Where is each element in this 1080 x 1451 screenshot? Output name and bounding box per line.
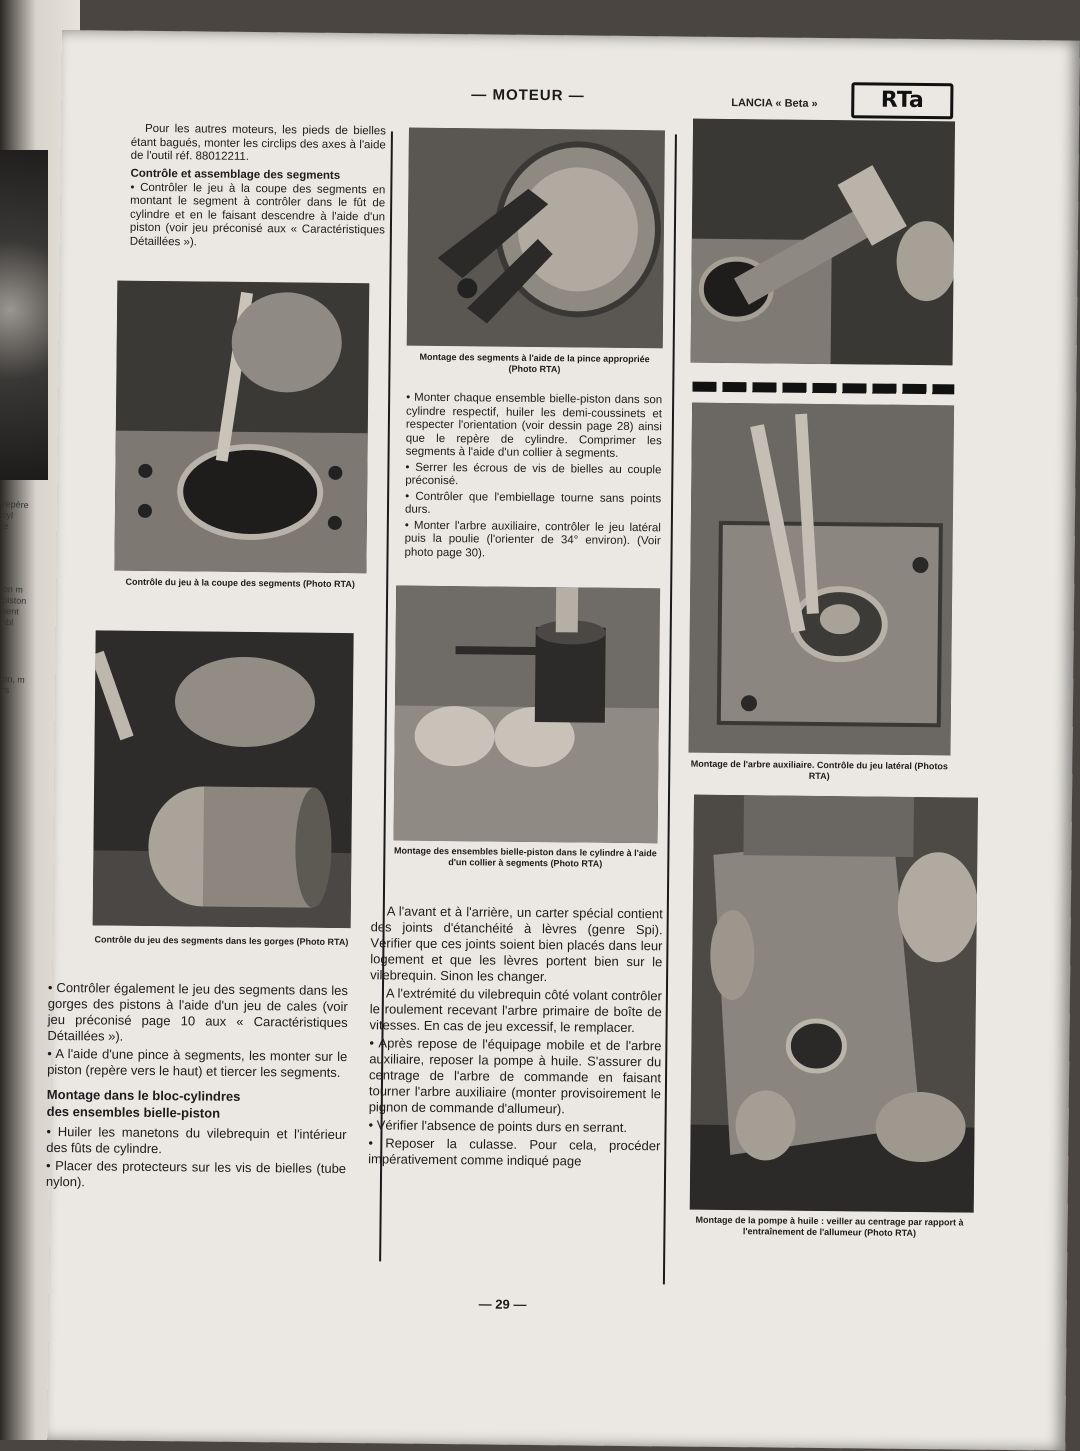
paragraph: • Monter l'arbre auxiliaire, contrôler le jeu latéral puis la poulie (l'orienter de 34° environ). (Voir photo page 30). bbox=[404, 519, 661, 559]
photo-groove-clearance bbox=[93, 630, 354, 928]
paragraph: • Reposer la culasse. Pour cela, procéder impérativement comme indiqué page bbox=[368, 1135, 661, 1169]
paragraph: • Contrôler que l'embiellage tourne sans points durs. bbox=[404, 490, 662, 516]
paragraph: A l'extrémité du vilebrequin côté volant contrôler le roulement recevant l'arbre primaire de boîte de vitesses. En cas de jeu excessif, le remplacer. bbox=[369, 985, 662, 1036]
heading-segments: Contrôle et assemblage des segments bbox=[130, 167, 341, 182]
paragraph: • Placer des protecteurs sur les vis de bielles (tube nylon). bbox=[45, 1157, 347, 1190]
paragraph: • Huiler les manetons du vilebrequin et l'intérieur des fûts de cylindre. bbox=[46, 1123, 347, 1157]
column-divider bbox=[663, 134, 677, 1284]
intro-paragraph: Pour les autres moteurs, les pieds de bielles étant bagués, monter les circlips des axes à l'aide de l'outil réf. 88012211. bbox=[130, 122, 387, 163]
heading-line: Montage dans le bloc-cylindres bbox=[46, 1086, 241, 1104]
paragraph: • Après repose de l'équipage mobile et de l'arbre auxiliaire, reposer la pompe à huile. S'assurer du centrage de l'arbre de commande en faisant tourner l'arbre auxiliaire (monter provisoirement le pignon de commande d'allumeur). bbox=[368, 1035, 662, 1117]
section-separator bbox=[692, 382, 954, 395]
column-1-top bbox=[130, 123, 386, 254]
photo-piston-collar bbox=[394, 586, 661, 844]
photo-caption: Montage des segments à l'aide de la pince appropriée (Photo RTA) bbox=[419, 351, 650, 375]
photo-caption: Montage de la pompe à huile : veiller au centrage par rapport à l'entraînement de l'allumeur (Photo RTA) bbox=[695, 1214, 964, 1239]
facing-page-fragment: repère cyl le bbox=[1, 498, 29, 532]
page-number: — 29 — bbox=[478, 1296, 527, 1312]
photo-caption: Contrôle du jeu des segments dans les gorges (Photo RTA) bbox=[94, 934, 349, 948]
section-title: — MOTEUR — bbox=[471, 86, 585, 105]
paragraph: • Contrôler le jeu à la coupe des segments en montant le segment à contrôler dans le fût de cylindre et en le faisant descendre à l'aide d'un piston (voir jeu préconisé aux « Caractéristiques Détaillées »). bbox=[129, 181, 386, 248]
photo-oil-pump bbox=[690, 795, 978, 1213]
photo-ring-gap-check bbox=[114, 281, 369, 574]
photo-caption: Contrôle du jeu à la coupe des segments (Photo RTA) bbox=[125, 576, 355, 590]
paragraph: • Vérifier l'absence de points durs en serrant. bbox=[368, 1117, 628, 1135]
photo-aux-shaft-insert bbox=[691, 119, 956, 366]
paragraph: • A l'aide d'une pince à segments, les monter sur le piston (repère vers le haut) et tiercer les segments. bbox=[47, 1045, 348, 1080]
column-1-bottom bbox=[46, 980, 348, 1195]
paragraph: • Monter chaque ensemble bielle-piston dans son cylindre respectif, huiler les demi-coussinets et respecter l'orientation (voir dessin page 28) ainsi que le repère de cylindre. Comprimer les segments à l'aide d'un collier à segments. bbox=[405, 391, 663, 460]
facing-page-fragment: on m piston sent nbl bbox=[0, 583, 27, 628]
photo-caption: Montage des ensembles bielle-piston dans le cylindre à l'aide d'un collier à segments (Photo RTA) bbox=[394, 845, 657, 869]
manual-page bbox=[47, 30, 1080, 1451]
photo-caption: Montage de l'arbre auxiliaire. Contrôle du jeu latéral (Photos RTA) bbox=[690, 758, 948, 782]
rta-logo: RTa bbox=[851, 82, 953, 119]
facing-page-photo bbox=[0, 150, 48, 480]
paragraph: • Serrer les écrous de vis de bielles au couple préconisé. bbox=[405, 461, 662, 488]
paragraph: A l'avant et à l'arrière, un carter spécial contient des joints d'étanchéité à lèvres (genre Spi). Vérifier que ces joints soient bien placés dans leur logement et que les lèvres portent bien sur le vilebrequin. Sinon les changer. bbox=[370, 903, 663, 985]
column-2-top bbox=[404, 392, 662, 565]
paragraph: • Contrôler également le jeu des segments dans les gorges des pistons à l'aide d'un jeu de cales (voir jeu préconisé page 10 aux « Caractéristiques Détaillées »). bbox=[47, 979, 349, 1044]
photo-ring-pliers bbox=[407, 128, 665, 349]
column-2-bottom bbox=[368, 903, 663, 1172]
heading-bottom-assembly bbox=[47, 1086, 347, 1123]
heading-line: des ensembles bielle-piston bbox=[46, 1103, 221, 1121]
vehicle-model: LANCIA « Beta » bbox=[731, 97, 818, 110]
facing-page-fragment: on, m rs bbox=[1, 673, 26, 696]
photo-aux-shaft-play bbox=[688, 403, 954, 756]
